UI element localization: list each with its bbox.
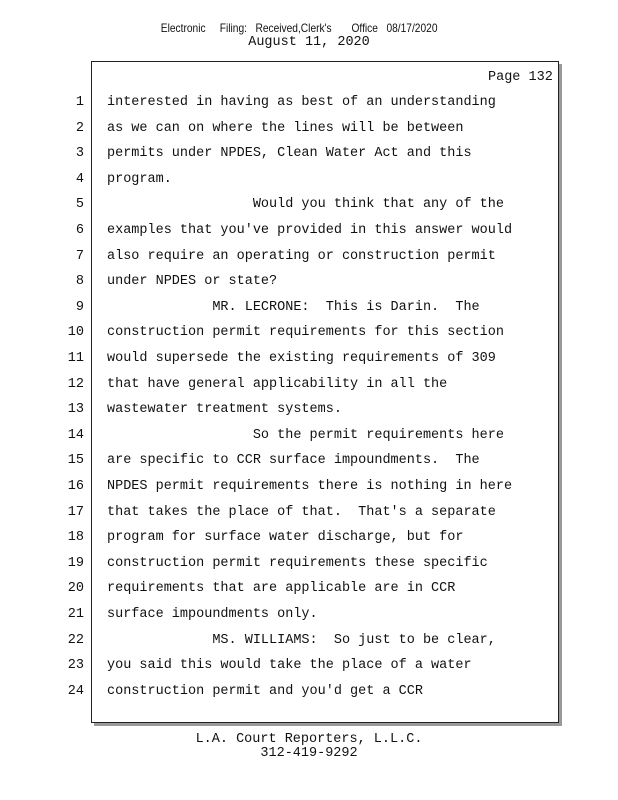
line-text: program. [107, 172, 172, 187]
line-number: 16 [67, 479, 84, 494]
line-number: 20 [67, 581, 84, 596]
line-number: 18 [67, 530, 84, 545]
line-number: 2 [75, 121, 84, 136]
line-number: 1 [75, 95, 84, 110]
line-number: 17 [67, 505, 84, 520]
hearing-date: August 11, 2020 [248, 35, 370, 50]
line-number: 14 [67, 428, 84, 443]
line-number: 7 [75, 249, 84, 264]
line-text: as we can on where the lines will be between [107, 121, 464, 136]
line-number: 4 [75, 172, 84, 187]
line-text: surface impoundments only. [107, 607, 318, 622]
page-number: Page 132 [488, 70, 553, 85]
line-text: NPDES permit requirements there is nothing in here [107, 479, 513, 494]
line-text: Would you think that any of the [107, 197, 504, 212]
line-text: interested in having as best of an understanding [107, 95, 496, 110]
line-text: So the permit requirements here [107, 428, 504, 443]
line-text: permits under NPDES, Clean Water Act and this [107, 146, 472, 161]
line-number: 8 [75, 274, 84, 289]
line-number: 9 [75, 300, 84, 315]
line-number: 12 [67, 377, 84, 392]
line-text: requirements that are applicable are in CCR [107, 581, 456, 596]
line-text: that have general applicability in all the [107, 377, 448, 392]
line-text: also require an operating or construction permit [107, 249, 496, 264]
line-number: 6 [75, 223, 84, 238]
line-text: wastewater treatment systems. [107, 402, 342, 417]
line-number: 3 [75, 146, 84, 161]
line-text: construction permit requirements for this section [107, 325, 504, 340]
line-text: examples that you've provided in this answer would [107, 223, 513, 238]
line-number: 5 [75, 197, 84, 212]
filing-stamp: Electronic Filing: Received,Clerk's Office 08/17/2020 [160, 21, 438, 35]
line-text: are specific to CCR surface impoundments. The [107, 453, 480, 468]
line-number: 11 [67, 351, 84, 366]
reporter-phone: 312-419-9292 [260, 746, 358, 761]
line-text: MR. LECRONE: This is Darin. The [107, 300, 480, 315]
line-number: 23 [67, 658, 84, 673]
line-text: under NPDES or state? [107, 274, 278, 289]
line-text: would supersede the existing requirements of 309 [107, 351, 496, 366]
line-text: you said this would take the place of a water [107, 658, 472, 673]
line-number: 24 [67, 684, 84, 699]
line-text: that takes the place of that. That's a separate [107, 505, 496, 520]
line-number: 21 [67, 607, 84, 622]
line-text: construction permit and you'd get a CCR [107, 684, 423, 699]
line-number: 13 [67, 402, 84, 417]
line-number: 22 [67, 633, 84, 648]
line-number: 10 [67, 325, 84, 340]
line-text: MS. WILLIAMS: So just to be clear, [107, 633, 496, 648]
line-number: 19 [67, 556, 84, 571]
line-number: 15 [67, 453, 84, 468]
line-text: program for surface water discharge, but for [107, 530, 464, 545]
line-text: construction permit requirements these specific [107, 556, 488, 571]
reporter-name: L.A. Court Reporters, L.L.C. [195, 732, 423, 747]
